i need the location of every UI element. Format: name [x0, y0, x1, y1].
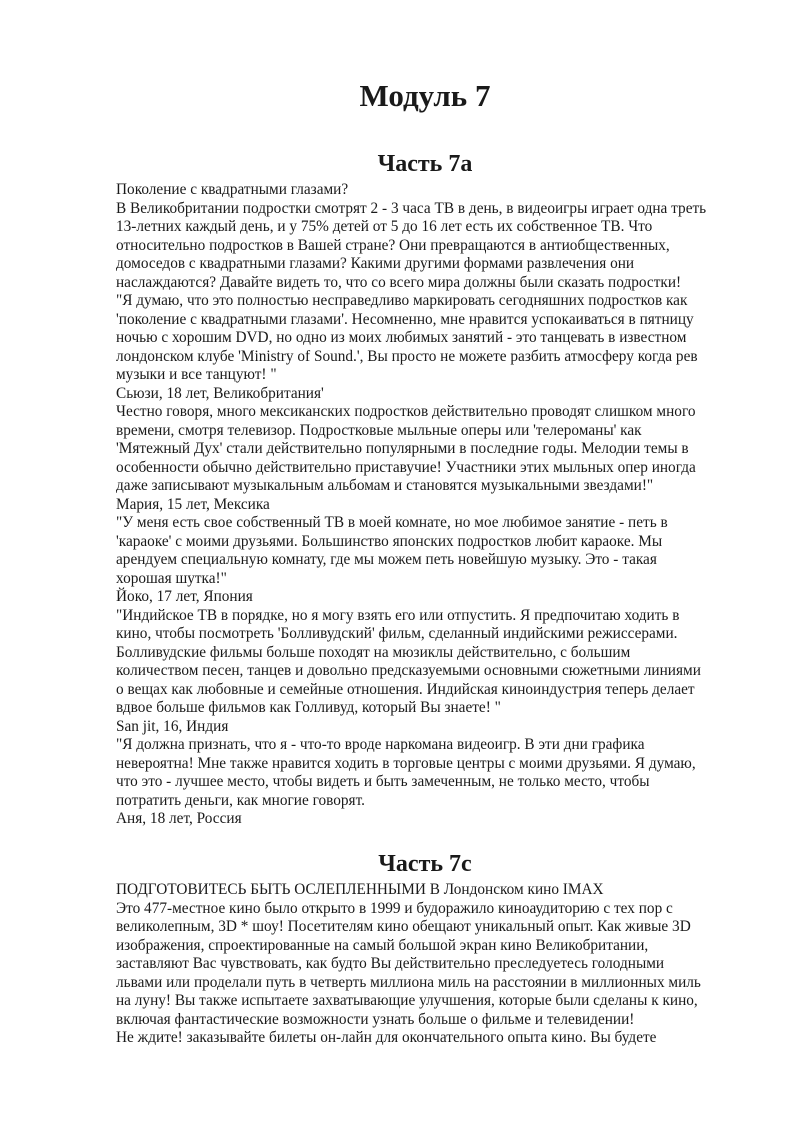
text-line: Мария, 15 лет, Мексика	[116, 495, 270, 513]
text-line: изображения, спроектированные на самый большой экран кино Великобритании,	[116, 936, 649, 954]
text-line: 'Мятежный Дух' стали действительно популярными в последние годы. Мелодии темы в	[116, 440, 689, 457]
text-line: относительно подростков в Вашей стране? Они превращаются в антиобщественных,	[116, 236, 670, 254]
document-title: Модуль 7	[359, 78, 491, 113]
section-7c-text	[116, 881, 746, 1048]
text-line: вдвое больше фильмов как Голливуд, который Вы знаете! "	[116, 699, 501, 716]
text-line: Это 477-местное кино было открыто в 1999 и будоражило киноаудиторию с тех пор с	[116, 899, 673, 917]
text-line: Йоко, 17 лет, Япония	[116, 588, 253, 605]
text-line: Сьюзи, 18 лет, Великобритания'	[116, 384, 324, 402]
text-line: на луну! Вы также испытаете захватывающие улучшения, которые были сделаны к кино,	[116, 992, 698, 1009]
text-line: лондонском клубе 'Ministry of Sound.', Вы просто не можете разбить атмосферу когда рев	[116, 347, 698, 365]
text-line: о вещах как любовные и семейные отношения. Индийская киноиндустрия теперь делает	[116, 680, 695, 698]
text-line: "Индийское ТВ в порядке, но я могу взять его или отпустить. Я предпочитаю ходить в	[116, 606, 680, 624]
text-line: Болливудские фильмы больше походят на мюзиклы действительно, с большим	[116, 643, 631, 661]
text-line: "У меня есть свое собственный ТВ в моей комнате, но мое любимое занятие - петь в	[116, 514, 668, 531]
text-line: великолепным, 3D * шоу! Посетителям кино обещают уникальный опыт. Как живые 3D	[116, 918, 691, 935]
text-line: невероятна! Мне также нравится ходить в торговые центры с моими друзьями. Я думаю,	[116, 754, 696, 772]
section-7a-text	[116, 181, 746, 829]
text-line: особенности обычно действительно приставучие! Участники этих мыльных опер иногда	[116, 458, 696, 476]
text-line: количеством песен, танцев и довольно предсказуемыми основными сюжетными линиями	[116, 662, 701, 679]
text-line: ПОДГОТОВИТЕСЬ БЫТЬ ОСЛЕПЛЕННЫМИ В Лондонском кино IMAX	[116, 881, 604, 898]
text-line: 13-летних каждый день, и у 75% детей от 5 до 16 лет есть их собственное ТВ. Что	[116, 218, 653, 235]
text-line: 'караоке' с моими друзьями. Большинство японских подростков любит караоке. Мы	[116, 532, 663, 550]
text-line: включая фантастические возможности узнать больше о фильме и телевидении!	[116, 1010, 635, 1028]
text-line: 'поколение с квадратными глазами'. Несомненно, мне нравится успокаиваться в пятницу	[116, 310, 694, 328]
text-line: заставляют Вас чувствовать, как будто Вы действительно преследуетесь голодными	[116, 955, 665, 972]
text-line: арендуем специальную комнату, где мы можем петь новейшую музыку. Это - такая	[116, 551, 657, 568]
text-line: ночью с хорошим DVD, но одно из моих любимых занятий - это танцевать в известном	[116, 329, 687, 346]
text-line: даже записывают музыкальным альбомам и становятся музыкальными звездами!"	[116, 477, 654, 494]
text-line: Честно говоря, много мексиканских подростков действительно проводят слишком много	[116, 403, 696, 420]
section-heading-7a: Часть 7а	[377, 151, 473, 177]
text-line: San jit, 16, Индия	[116, 717, 229, 735]
text-line: хорошая шутка!"	[116, 569, 227, 587]
text-line: Не ждите! заказывайте билеты он-лайн для окончательного опыта кино. Вы будете	[116, 1029, 657, 1046]
text-line: домоседов с квадратными глазами? Какими другими формами развлечения они	[116, 255, 635, 272]
text-line: "Я думаю, что это полностью несправедливо маркировать сегодняшних подростков как	[116, 292, 688, 309]
text-line: "Я должна признать, что я - что-то вроде наркомана видеоигр. В эти дни графика	[116, 736, 645, 753]
text-line: что это - лучшее место, чтобы видеть и быть замеченным, не только место, чтобы	[116, 773, 650, 790]
text-line: В Великобритании подростки смотрят 2 - 3 часа ТВ в день, в видеоигры играет одна треть	[116, 199, 707, 217]
text-line: времени, смотря телевизор. Подростковые мыльные оперы или 'телероманы' как	[116, 421, 642, 439]
text-line: кино, чтобы посмотреть 'Болливудский' фильм, сделанный индийскими режиссерами.	[116, 625, 678, 642]
text-line: Аня, 18 лет, Россия	[116, 810, 242, 827]
text-line: наслаждаются? Давайте видеть то, что со всего мира должны были сказать подростки!	[116, 273, 682, 291]
text-line: потратить деньги, как многие говорят.	[116, 791, 365, 809]
text-line: музыки и все танцуют! "	[116, 366, 277, 383]
section-heading-7c: Часть 7с	[378, 851, 472, 877]
text-line: львами или проделали путь в четверть миллиона миль на расстоянии в миллионных миль	[116, 973, 701, 991]
text-line: Поколение с квадратными глазами?	[116, 181, 349, 198]
